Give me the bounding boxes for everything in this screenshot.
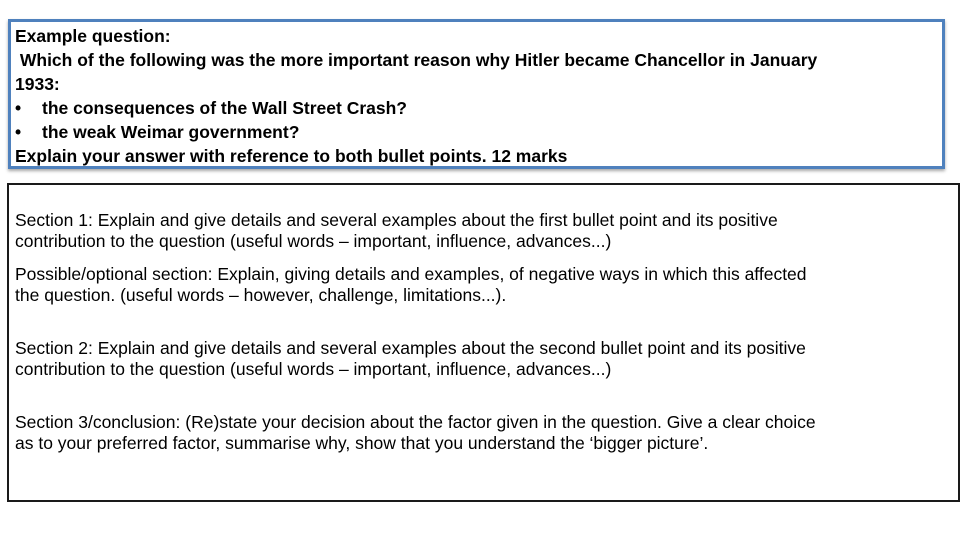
section-2: [15, 338, 955, 380]
section-optional-line-2: the question. (useful words – however, challenge, limitations...).: [15, 285, 507, 305]
section-3-line-2: as to your preferred factor, summarise why, show that you understand the ‘bigger picture’.: [15, 433, 709, 453]
section-optional-line-1: Possible/optional section: Explain, giving details and examples, of negative ways in which this affected: [15, 264, 807, 284]
bullet-icon: •: [15, 98, 22, 118]
bullet-icon: •: [15, 122, 22, 142]
question-bullet-2-text: the weak Weimar government?: [42, 122, 300, 142]
question-prompt-line-1: Which of the following was the more important reason why Hitler became Chancellor in January: [15, 50, 818, 70]
question-instruction: Explain your answer with reference to both bullet points. 12 marks: [15, 146, 568, 166]
section-3-line-1: Section 3/conclusion: (Re)state your decision about the factor given in the question. Give a clear choice: [15, 412, 816, 432]
question-text-block: [15, 24, 950, 168]
question-heading: Example question:: [15, 26, 171, 46]
section-1-line-2: contribution to the question (useful words – important, influence, advances...): [15, 231, 612, 251]
section-1: [15, 210, 955, 252]
question-bullet-1: [15, 96, 950, 120]
section-2-line-1: Section 2: Explain and give details and several examples about the second bullet point and its positive: [15, 338, 806, 358]
section-1-line-1: Section 1: Explain and give details and several examples about the first bullet point and its positive: [15, 210, 778, 230]
section-optional: [15, 264, 955, 306]
section-2-line-2: contribution to the question (useful words – important, influence, advances...): [15, 359, 612, 379]
question-bullet-2: [15, 120, 950, 144]
question-prompt-line-2: 1933:: [15, 74, 60, 94]
question-bullet-1-text: the consequences of the Wall Street Crash?: [42, 98, 407, 118]
section-3-conclusion: [15, 412, 955, 454]
